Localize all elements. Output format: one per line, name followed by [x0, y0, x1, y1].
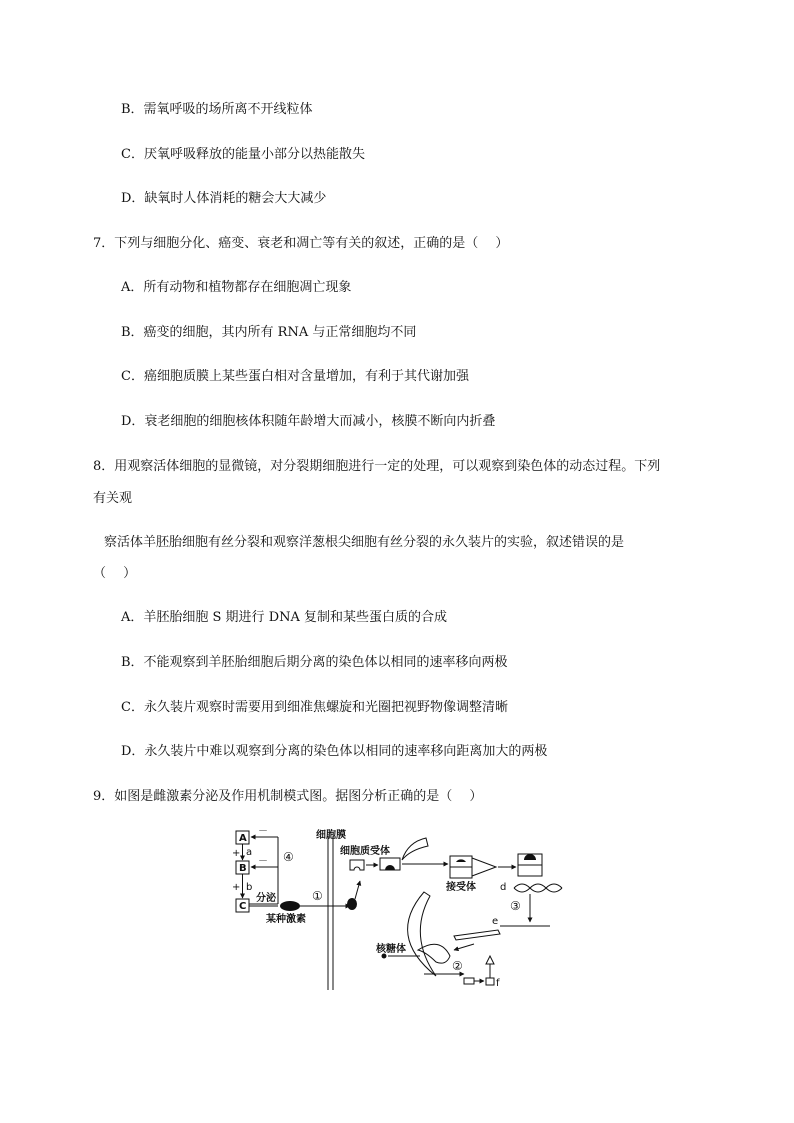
q7-option-c: C．癌细胞质膜上某些蛋白相对含量增加，有利于其代谢加强 [121, 369, 469, 384]
receptor-label: 接受体 [446, 882, 476, 893]
q6-option-c: C．厌氧呼吸释放的能量小部分以热能散失 [121, 147, 365, 162]
q7-option-d: D．衰老细胞的细胞核体积随年龄增大而减小，核膜不断向内折叠 [121, 414, 496, 429]
box-c-label: C [239, 901, 247, 912]
circle-3-label: ③ [510, 899, 521, 913]
plus-sign-b: + [232, 882, 241, 893]
box-a-label: A [239, 833, 247, 844]
q6-option-b: B．需氧呼吸的场所离不开线粒体 [121, 102, 313, 117]
q8-option-c: C．永久装片观察时需要用到细准焦螺旋和光圈把视野物像调整清晰 [121, 700, 508, 715]
label-e: e [492, 916, 499, 927]
q8-stem-line3: 察活体羊胚胎细胞有丝分裂和观察洋葱根尖细胞有丝分裂的永久装片的实验，叙述错误的是 [104, 535, 625, 550]
label-f: f [496, 978, 500, 989]
q8-option-b: B．不能观察到羊胚胎细胞后期分离的染色体以相同的速率移向两极 [121, 655, 508, 670]
circle-1-label: ① [312, 889, 323, 903]
q7-option-b: B．癌变的细胞，其内所有 RNA 与正常细胞均不同 [121, 325, 417, 340]
circle-4-label: ④ [283, 850, 294, 864]
q7-stem: 7．下列与细胞分化、癌变、衰老和凋亡等有关的叙述，正确的是（ ） [93, 236, 509, 251]
box-b-label: B [239, 863, 247, 874]
plus-sign-a: + [232, 848, 241, 859]
label-b: b [246, 882, 253, 893]
q9-stem: 9．如图是雌激素分泌及作用机制模式图。据图分析正确的是（ ） [93, 789, 483, 804]
q7-option-a: A．所有动物和植物都存在细胞凋亡现象 [121, 280, 352, 295]
label-a: a [246, 847, 253, 858]
q8-stem-line4: （ ） [93, 566, 137, 581]
label-d: d [500, 882, 507, 893]
ribosome-label: 核糖体 [376, 944, 406, 955]
secrete-label: 分泌 [256, 893, 276, 904]
estrogen-mechanism-diagram [228, 826, 568, 992]
q8-option-d: D．永久装片中难以观察到分离的染色体以相同的速率移向距离加大的两极 [121, 744, 548, 759]
minus-sign-b: － [258, 856, 268, 867]
q8-option-a: A．羊胚胎细胞 S 期进行 DNA 复制和某些蛋白质的合成 [121, 610, 448, 625]
circle-2-label: ② [452, 959, 463, 973]
membrane-label: 细胞膜 [316, 830, 346, 841]
q8-stem-line1: 8．用观察活体细胞的显微镜，对分裂期细胞进行一定的处理，可以观察到染色体的动态过程。下列 [93, 459, 661, 474]
cyto-receptor-label: 细胞质受体 [340, 846, 390, 857]
hormone-label: 某种激素 [266, 914, 306, 925]
hormone-molecule [280, 901, 300, 911]
minus-sign-a: － [258, 826, 268, 837]
q8-stem-line2: 有关观 [93, 491, 133, 506]
q6-option-d: D．缺氧时人体消耗的糖会大大减少 [121, 191, 327, 206]
